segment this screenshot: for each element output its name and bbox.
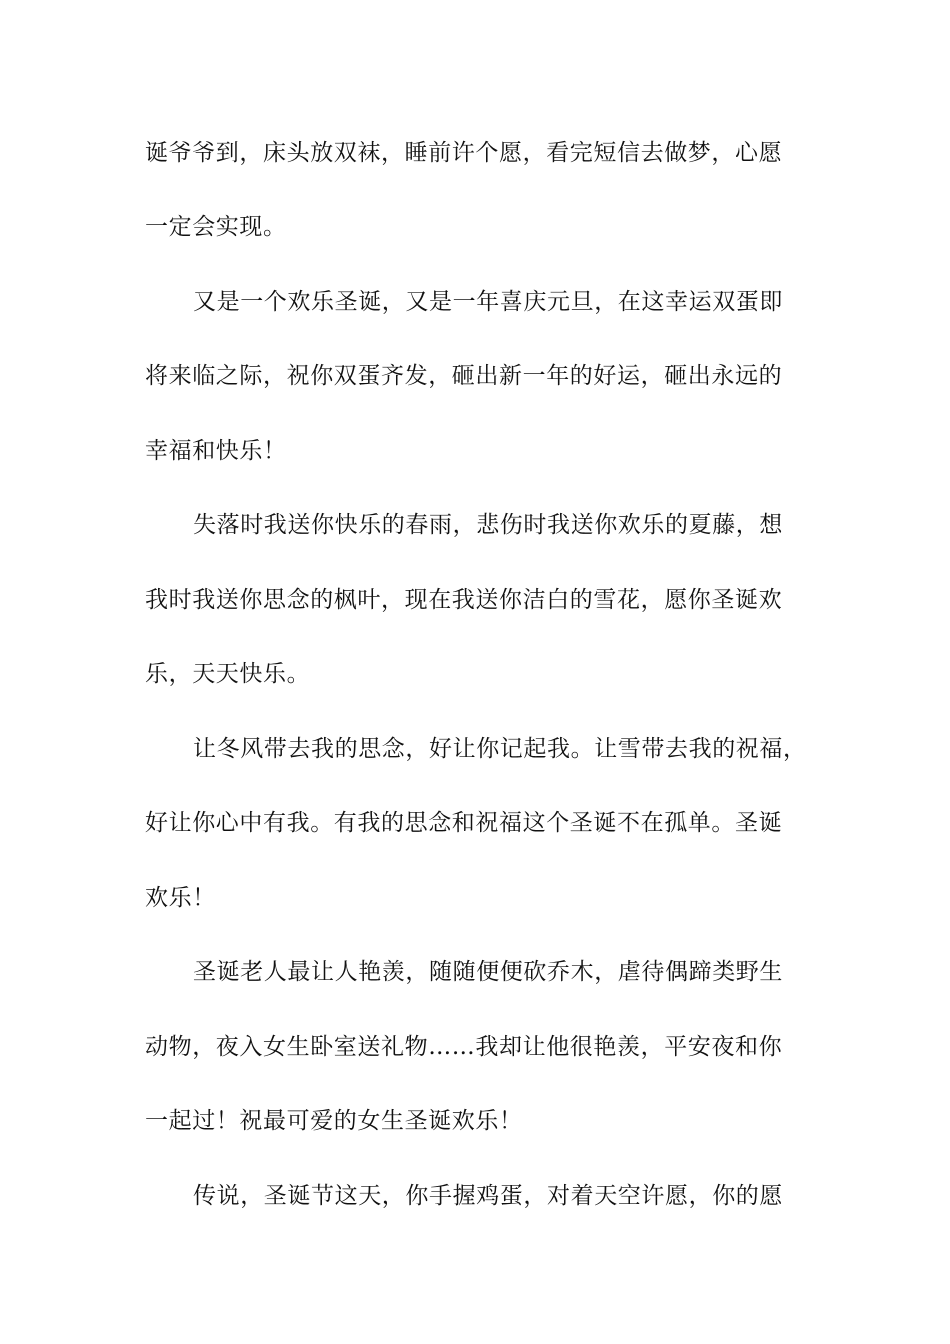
text-line: 动物，夜入女生卧室送礼物……我却让他很艳羡，平安夜和你 xyxy=(145,1034,783,1060)
paragraph-start-line: 传说，圣诞节这天，你手握鸡蛋，对着天空许愿，你的愿 xyxy=(193,1183,783,1209)
paragraph-start-line: 圣诞老人最让人艳羡，随随便便砍乔木，虐待偶蹄类野生 xyxy=(193,959,783,985)
text-line: 一定会实现。 xyxy=(145,214,287,240)
text-line: 将来临之际，祝你双蛋齐发，砸出新一年的好运，砸出永远的 xyxy=(145,363,783,389)
text-line: 幸福和快乐！ xyxy=(145,438,287,464)
text-line: 诞爷爷到，床头放双袜，睡前许个愿，看完短信去做梦，心愿 xyxy=(145,140,783,166)
paragraph-start-line: 失落时我送你快乐的春雨，悲伤时我送你欢乐的夏藤，想 xyxy=(193,512,783,538)
text-line: 乐，天天快乐。 xyxy=(145,661,311,687)
paragraph-start-line: 又是一个欢乐圣诞，又是一年喜庆元旦，在这幸运双蛋即 xyxy=(193,289,783,315)
paragraph-start-line: 让冬风带去我的思念，好让你记起我。让雪带去我的祝福， xyxy=(193,736,807,762)
text-line: 好让你心中有我。有我的思念和祝福这个圣诞不在孤单。圣诞 xyxy=(145,810,783,836)
text-line: 欢乐！ xyxy=(145,885,216,911)
text-line: 一起过！祝最可爱的女生圣诞欢乐！ xyxy=(145,1108,523,1134)
text-line: 我时我送你思念的枫叶，现在我送你洁白的雪花，愿你圣诞欢 xyxy=(145,587,783,613)
